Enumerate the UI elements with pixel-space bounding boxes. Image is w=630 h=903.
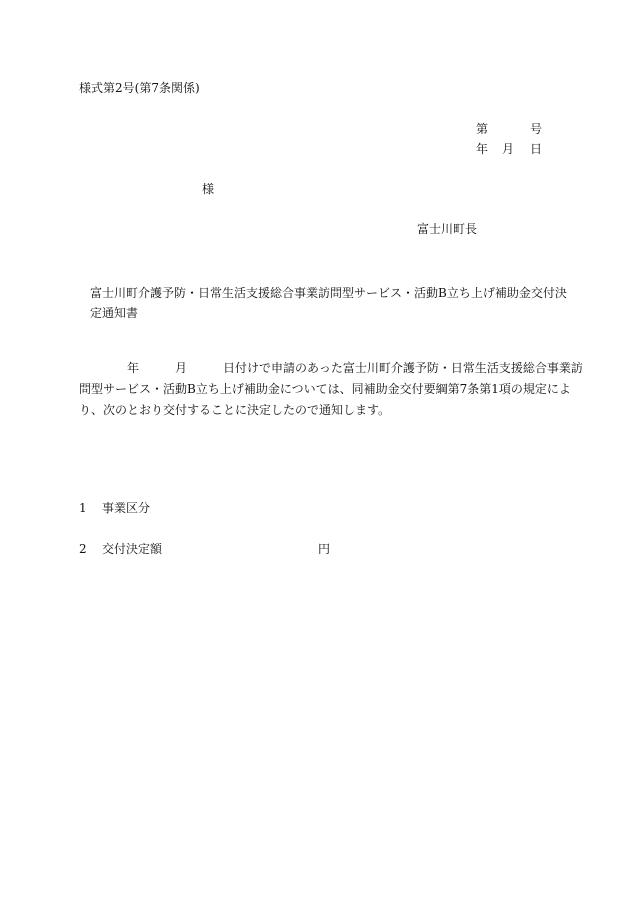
body-line-2: 問型サービス・活動B立ち上げ補助金については、同補助金交付要綱第7条第1項の規定によ [79,382,571,396]
number-prefix: 第 [476,122,489,136]
item-number-1: 1 [79,501,87,515]
body-line-1: 年 月 日付けで申請のあった富士川町介護予防・日常生活支援総合事業訪 [79,361,583,375]
date-day-label: 日 [530,142,543,156]
sender-name: 富士川町長 [417,222,478,236]
title-line-1: 富士川町介護予防・日常生活支援総合事業訪問型サービス・活動B立ち上げ補助金交付決 [90,286,567,300]
item-number-2: 2 [79,542,87,556]
body-line-3: り、次のとおり交付することに決定したので通知します。 [79,403,391,417]
form-identifier: 様式第2号(第7条関係) [79,81,200,95]
item-label-grant-amount: 交付決定額 [102,542,163,556]
title-line-2: 定通知書 [90,306,139,320]
item-label-business-category: 事業区分 [102,501,151,515]
date-year-label: 年 [476,142,489,156]
body-paragraph [79,358,583,421]
number-suffix: 号 [530,122,543,136]
date-month-label: 月 [502,142,515,156]
item-unit-yen: 円 [318,542,331,556]
document-title [90,283,570,323]
addressee-honorific: 様 [202,182,215,196]
